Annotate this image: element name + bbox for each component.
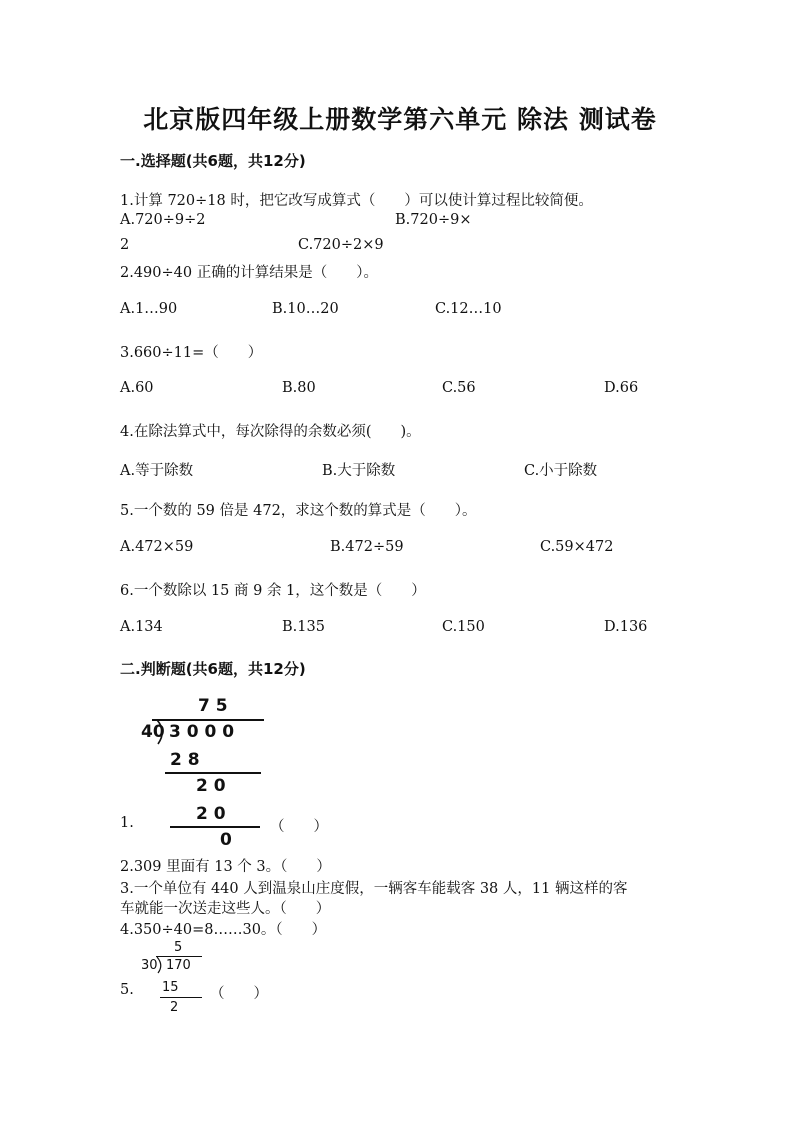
q3-option-d: D.66 — [604, 380, 639, 396]
question-4: 4.在除法算式中，每次除得的余数必须( )。 — [120, 424, 421, 440]
q4-option-a: A.等于除数 — [120, 463, 194, 479]
q4-option-b: B.大于除数 — [322, 463, 396, 479]
division-bracket — [155, 719, 169, 745]
division5-quotient: 5 — [174, 940, 183, 955]
question-5: 5.一个数的 59 倍是 472，求这个数的算式是（ ）。 — [120, 503, 477, 519]
q1-option-c: C.720÷2×9 — [298, 237, 384, 253]
judgement-3-line-1: 3.一个单位有 440 人到温泉山庄度假，一辆客车能载客 38 人，11 辆这样的客 — [120, 881, 628, 897]
q2-option-c: C.12…10 — [435, 301, 502, 317]
judgement-3-line-2: 车就能一次送走这些人。（ ） — [120, 901, 331, 917]
question-1: 1.计算 720÷18 时，把它改写成算式（ ）可以使计算过程比较简便。 — [120, 193, 593, 209]
division5-dividend: 170 — [166, 958, 191, 973]
q5-option-b: B.472÷59 — [330, 539, 404, 555]
division5-bracket — [156, 956, 166, 974]
judgement-2: 2.309 里面有 13 个 3。（ ） — [120, 859, 331, 875]
q3-option-a: A.60 — [120, 380, 154, 396]
judgement-4: 4.350÷40=8……30。（ ） — [120, 922, 327, 938]
division5-remainder: 2 — [170, 1000, 179, 1015]
q2-option-b: B.10…20 — [272, 301, 339, 317]
section-heading-choice: 一.选择题(共6题，共12分) — [120, 152, 306, 170]
q2-option-a: A.1…90 — [120, 301, 178, 317]
division-line-1 — [165, 772, 261, 774]
q3-option-b: B.80 — [282, 380, 316, 396]
page-title: 北京版四年级上册数学第六单元 除法 测试卷 — [143, 105, 657, 134]
judgement-1-number: 1. — [120, 815, 134, 831]
q6-option-b: B.135 — [282, 619, 325, 635]
division-step-2: 2 0 — [196, 776, 226, 796]
division-quotient: 7 5 — [198, 696, 228, 716]
question-2: 2.490÷40 正确的计算结果是（ ）。 — [120, 265, 378, 281]
judgement-1-answer-paren: （ ） — [270, 819, 328, 835]
division-step-1: 2 8 — [170, 750, 200, 770]
q1-option-a: A.720÷9÷2 — [120, 212, 206, 228]
question-3: 3.660÷11=（ ） — [120, 345, 263, 361]
q1-option-b-continued: 2 — [120, 237, 130, 253]
q5-option-a: A.472×59 — [120, 539, 194, 555]
division5-step-1: 15 — [162, 980, 179, 995]
question-6: 6.一个数除以 15 商 9 余 1，这个数是（ ） — [120, 583, 426, 599]
division-dividend: 3 0 0 0 — [169, 722, 235, 742]
division-remainder: 0 — [220, 830, 232, 850]
q6-option-a: A.134 — [120, 619, 163, 635]
division-step-3: 2 0 — [196, 804, 226, 824]
judgement-5-number: 5. — [120, 982, 134, 998]
division5-divisor: 30 — [141, 958, 158, 973]
division5-line — [160, 997, 202, 998]
q5-option-c: C.59×472 — [540, 539, 614, 555]
judgement-5-answer-paren: （ ） — [210, 986, 268, 1002]
q1-option-b: B.720÷9× — [395, 212, 472, 228]
section-heading-judgement: 二.判断题(共6题，共12分) — [120, 660, 306, 678]
q3-option-c: C.56 — [442, 380, 476, 396]
q6-option-c: C.150 — [442, 619, 485, 635]
q4-option-c: C.小于除数 — [524, 463, 598, 479]
division-divisor: 40 — [141, 722, 165, 742]
q6-option-d: D.136 — [604, 619, 648, 635]
division-line-2 — [170, 826, 260, 828]
